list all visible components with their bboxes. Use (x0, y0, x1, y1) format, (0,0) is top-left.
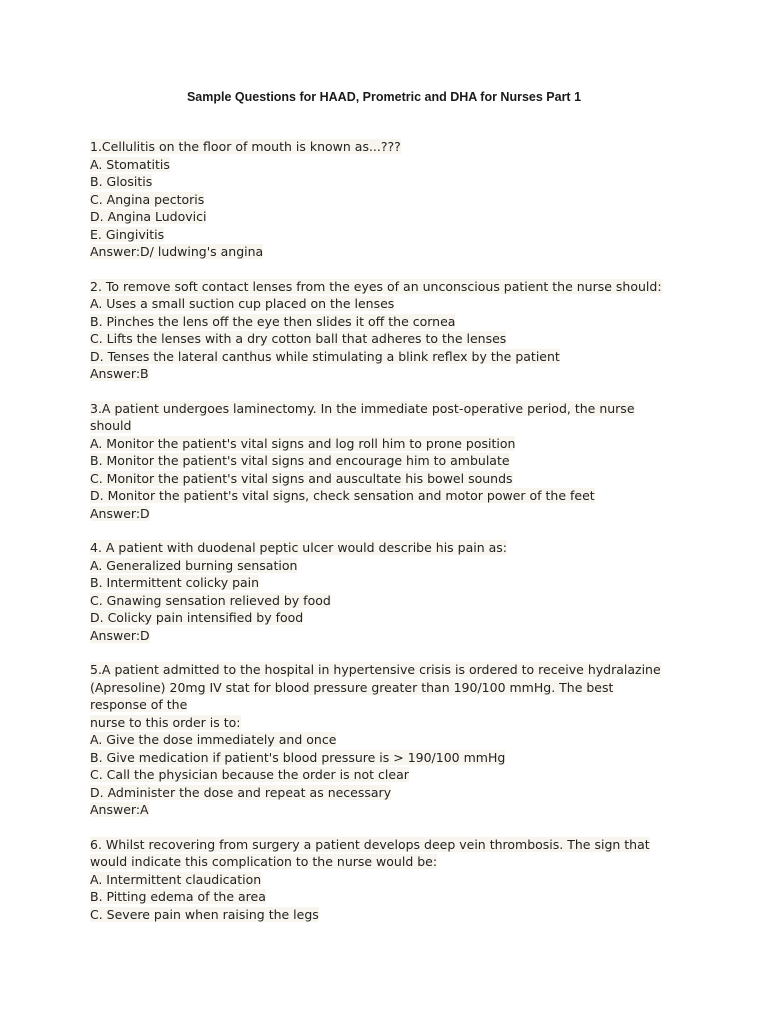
answer-option: A. Stomatitis (90, 156, 170, 172)
answer-option: B. Glositis (90, 174, 153, 189)
question-stem: 4. A patient with duodenal peptic ulcer would describe his pain as: (90, 540, 508, 555)
answer-option: A. Uses a small suction cup placed on the lenses (90, 296, 395, 311)
question-1 (90, 138, 690, 261)
question-stem: 1.Cellulitis on the floor of mouth is known as...??? (90, 139, 401, 154)
correct-answer: Answer:D (90, 505, 150, 521)
answer-option: A. Intermittent claudication (90, 871, 262, 887)
answer-option: D. Monitor the patient's vital signs, check sensation and motor power of the feet (90, 488, 595, 503)
question-stem: (Apresoline) 20mg IV stat for blood pressure greater than 190/100 mmHg. The best (90, 679, 614, 695)
answer-option: B. Intermittent colicky pain (90, 575, 260, 590)
answer-option: C. Call the physician because the order is not clear (90, 767, 409, 782)
answer-option: D. Angina Ludovici (90, 209, 207, 224)
answer-option: C. Angina pectoris (90, 191, 205, 207)
question-stem: would indicate this complication to the nurse would be: (90, 854, 438, 869)
answer-option: C. Lifts the lenses with a dry cotton ball that adheres to the lenses (90, 331, 507, 346)
question-stem: response of the (90, 697, 188, 712)
correct-answer: Answer:D/ ludwing's angina (90, 244, 264, 259)
question-stem: 3.A patient undergoes laminectomy. In the immediate post-operative period, the nurse (90, 400, 635, 416)
answer-option: E. Gingivitis (90, 226, 165, 242)
answer-option: A. Monitor the patient's vital signs and log roll him to prone position (90, 435, 516, 451)
question-3 (90, 400, 690, 523)
document-title: Sample Questions for HAAD, Prometric and DHA for Nurses Part 1 (186, 90, 582, 104)
correct-answer: Answer:D (90, 627, 150, 643)
answer-option: A. Generalized burning sensation (90, 557, 298, 573)
question-5 (90, 661, 690, 819)
answer-option: B. Pitting edema of the area (90, 889, 266, 904)
answer-option: D. Administer the dose and repeat as necessary (90, 784, 392, 800)
correct-answer: Answer:A (90, 802, 149, 817)
correct-answer: Answer:B (90, 366, 149, 381)
answer-option: A. Give the dose immediately and once (90, 732, 337, 747)
answer-option: C. Monitor the patient's vital signs and auscultate his bowel sounds (90, 470, 513, 486)
answer-option: C. Gnawing sensation relieved by food (90, 592, 331, 608)
question-2 (90, 278, 690, 383)
question-stem: 2. To remove soft contact lenses from the eyes of an unconscious patient the nurse should: (90, 278, 662, 294)
answer-option: C. Severe pain when raising the legs (90, 906, 319, 922)
question-4 (90, 539, 690, 644)
answer-option: D. Colicky pain intensified by food (90, 610, 304, 625)
answer-option: B. Give medication if patient's blood pressure is > 190/100 mmHg (90, 749, 506, 765)
answer-option: B. Monitor the patient's vital signs and encourage him to ambulate (90, 453, 510, 468)
question-6 (90, 836, 690, 924)
question-list (90, 138, 690, 940)
answer-option: B. Pinches the lens off the eye then slides it off the cornea (90, 313, 456, 329)
question-stem: should (90, 418, 132, 433)
question-stem: 6. Whilst recovering from surgery a patient develops deep vein thrombosis. The sign that (90, 836, 650, 852)
answer-option: D. Tenses the lateral canthus while stimulating a blink reflex by the patient (90, 348, 560, 364)
question-stem: 5.A patient admitted to the hospital in hypertensive crisis is ordered to receive hydralazine (90, 662, 661, 677)
question-stem: nurse to this order is to: (90, 714, 241, 730)
